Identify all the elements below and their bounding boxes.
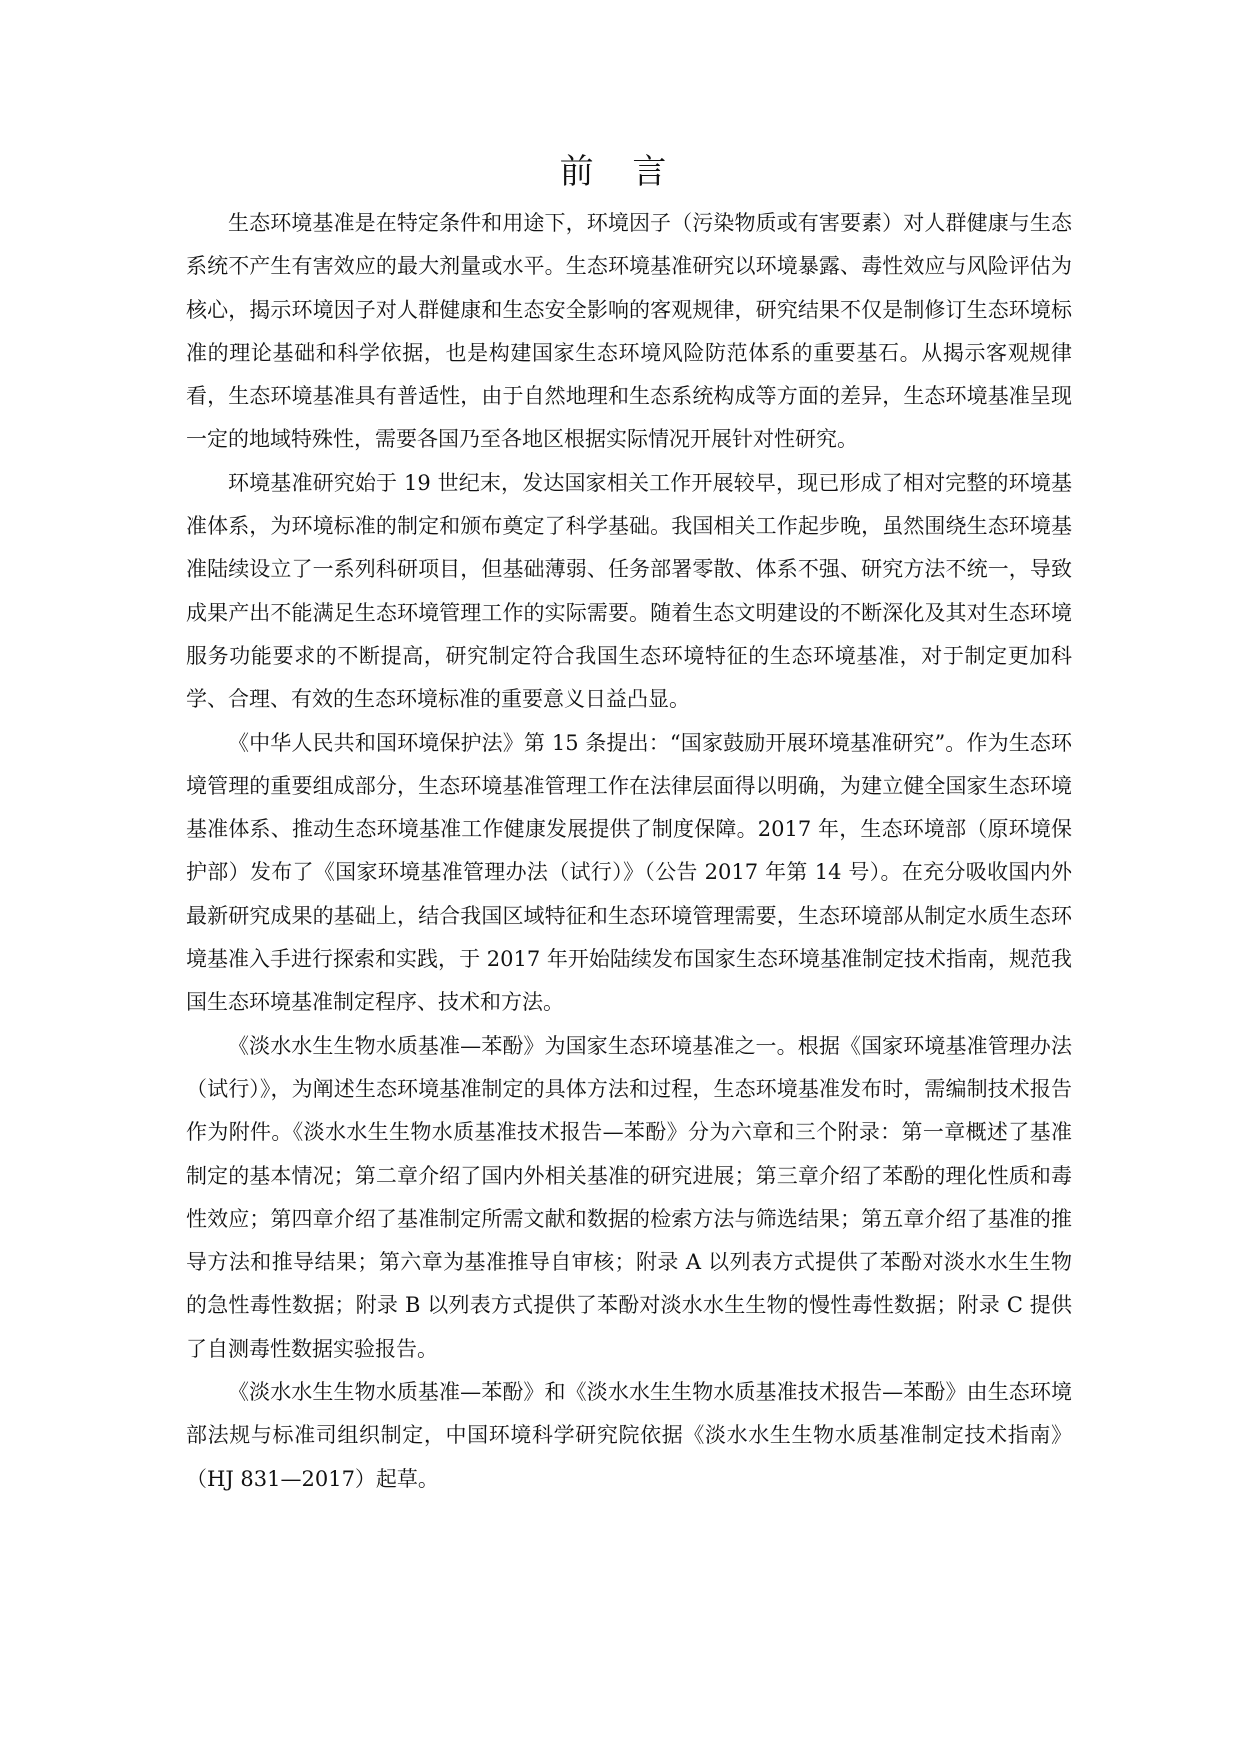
preface-body [186, 202, 1072, 1501]
page-title: 前 言 [559, 152, 681, 192]
paragraph-3: 《中华人民共和国环境保护法》第 15 条提出：“国家鼓励开展环境基准研究”。作为生态环境管理的重要组成部分，生态环境基准管理工作在法律层面得以明确，为建立健全国家生态环境基准体系、推动生态环境基准工作健康发展提供了制度保障。2017 年，生态环境部（原环境保护部）发布了《国家环境基准管理办法（试行）》（公告 2017 年第 14 号）。在充分吸收国内外最新研究成果的基础上，结合我国区域特征和生态环境管理需要，生态环境部从制定水质生态环境基准入手进行探索和实践，于 2017 年开始陆续发布国家生态环境基准制定技术指南，规范我国生态环境基准制定程序、技术和方法。 [186, 730, 1072, 1015]
paragraph-1: 生态环境基准是在特定条件和用途下，环境因子（污染物质或有害要素）对人群健康与生态系统不产生有害效应的最大剂量或水平。生态环境基准研究以环境暴露、毒性效应与风险评估为核心，揭示环境因子对人群健康和生态安全影响的客观规律，研究结果不仅是制修订生态环境标准的理论基础和科学依据，也是构建国家生态环境风险防范体系的重要基石。从揭示客观规律看，生态环境基准具有普适性，由于自然地理和生态系统构成等方面的差异，生态环境基准呈现一定的地域特殊性，需要各国乃至各地区根据实际情况开展针对性研究。 [186, 211, 1072, 452]
paragraph-4: 《淡水水生生物水质基准—苯酚》为国家生态环境基准之一。根据《国家环境基准管理办法（试行）》，为阐述生态环境基准制定的具体方法和过程，生态环境基准发布时，需编制技术报告作为附件。《淡水水生生物水质基准技术报告—苯酚》分为六章和三个附录：第一章概述了基准制定的基本情况；第二章介绍了国内外相关基准的研究进展；第三章介绍了苯酚的理化性质和毒性效应；第四章介绍了基准制定所需文献和数据的检索方法与筛选结果；第五章介绍了基准的推导方法和推导结果；第六章为基准推导自审核；附录 A 以列表方式提供了苯酚对淡水水生生物的急性毒性数据；附录 B 以列表方式提供了苯酚对淡水水生生物的慢性毒性数据；附录 C 提供了自测毒性数据实验报告。 [186, 1033, 1072, 1361]
paragraph-2: 环境基准研究始于 19 世纪末，发达国家相关工作开展较早，现已形成了相对完整的环境基准体系，为环境标准的制定和颁布奠定了科学基础。我国相关工作起步晚，虽然围绕生态环境基准陆续设立了一系列科研项目，但基础薄弱、任务部署零散、体系不强、研究方法不统一，导致成果产出不能满足生态环境管理工作的实际需要。随着生态文明建设的不断深化及其对生态环境服务功能要求的不断提高，研究制定符合我国生态环境特征的生态环境基准，对于制定更加科学、合理、有效的生态环境标准的重要意义日益凸显。 [186, 470, 1072, 712]
paragraph-5: 《淡水水生生物水质基准—苯酚》和《淡水水生生物水质基准技术报告—苯酚》由生态环境部法规与标准司组织制定，中国环境科学研究院依据《淡水水生生物水质基准制定技术指南》（HJ 831—2017）起草。 [186, 1380, 1072, 1491]
